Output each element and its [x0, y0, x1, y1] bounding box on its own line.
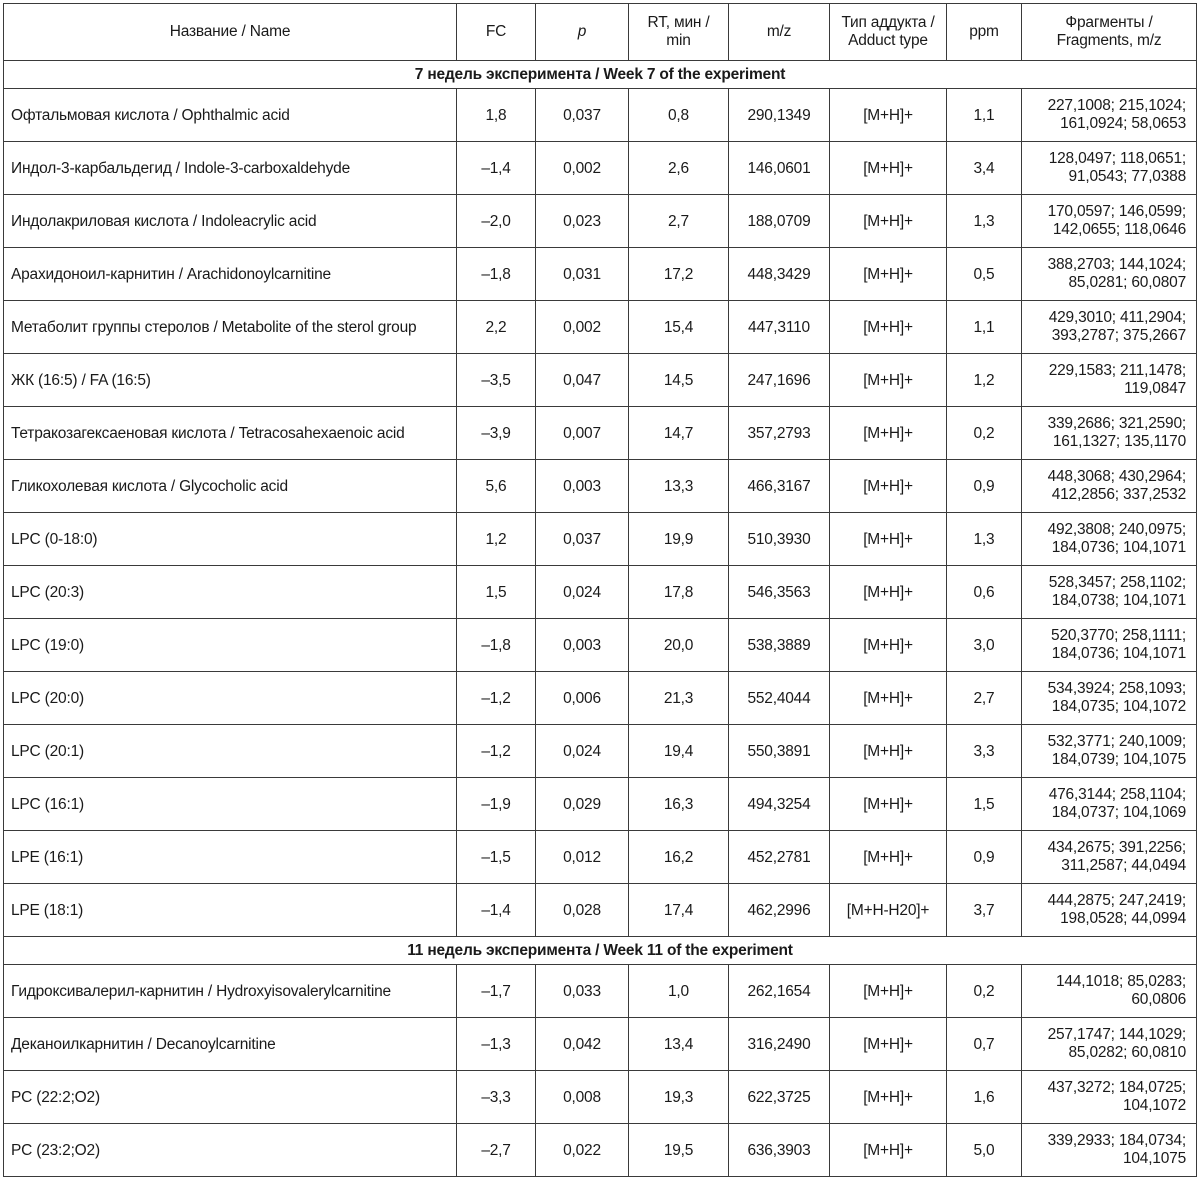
cell-fragments	[1022, 142, 1197, 195]
cell-mz: 146,0601	[729, 142, 830, 195]
fragments-line2: 184,0735; 104,1072	[1051, 698, 1186, 715]
cell-name: LPC (19:0)	[4, 619, 457, 672]
cell-fc: –3,3	[457, 1071, 536, 1124]
cell-retention-time: 15,4	[629, 301, 729, 354]
cell-fc: –1,8	[457, 619, 536, 672]
cell-p-value: 0,007	[536, 407, 629, 460]
table-row	[4, 407, 1197, 460]
cell-fragments	[1022, 1071, 1197, 1124]
fragments-line2: 198,0528; 44,0994	[1060, 910, 1186, 927]
table-row	[4, 301, 1197, 354]
cell-fragments	[1022, 831, 1197, 884]
cell-ppm: 0,2	[947, 965, 1022, 1018]
fragments-line1: 492,3808; 240,0975;	[1047, 521, 1186, 538]
fragments-line2: 393,2787; 375,2667	[1051, 327, 1186, 344]
cell-name: ЖК (16:5) / FA (16:5)	[4, 354, 457, 407]
cell-mz: 290,1349	[729, 89, 830, 142]
cell-retention-time: 1,0	[629, 965, 729, 1018]
cell-adduct-type: [M+H]+	[830, 407, 947, 460]
cell-fc: –3,5	[457, 354, 536, 407]
cell-fragments	[1022, 195, 1197, 248]
cell-retention-time: 14,7	[629, 407, 729, 460]
cell-p-value: 0,023	[536, 195, 629, 248]
fragments-line1: 128,0497; 118,0651;	[1048, 150, 1186, 167]
cell-name: PC (22:2;O2)	[4, 1071, 457, 1124]
cell-adduct-type: [M+H]+	[830, 354, 947, 407]
cell-fragments	[1022, 354, 1197, 407]
fragments-line2: 161,0924; 58,0653	[1060, 115, 1186, 132]
cell-mz: 247,1696	[729, 354, 830, 407]
cell-retention-time: 19,4	[629, 725, 729, 778]
cell-adduct-type: [M+H]+	[830, 142, 947, 195]
cell-mz: 452,2781	[729, 831, 830, 884]
cell-retention-time: 17,4	[629, 884, 729, 937]
fragments-line1: 170,0597; 146,0599;	[1047, 203, 1186, 220]
cell-retention-time: 16,3	[629, 778, 729, 831]
fragments-line1: 144,1018; 85,0283;	[1056, 973, 1186, 990]
cell-p-value: 0,024	[536, 725, 629, 778]
table-row	[4, 1071, 1197, 1124]
cell-mz: 494,3254	[729, 778, 830, 831]
cell-mz: 316,2490	[729, 1018, 830, 1071]
cell-adduct-type: [M+H-H20]+	[830, 884, 947, 937]
table-row	[4, 831, 1197, 884]
table-row	[4, 778, 1197, 831]
cell-adduct-type: [M+H]+	[830, 725, 947, 778]
cell-fragments	[1022, 884, 1197, 937]
table-row	[4, 1124, 1197, 1177]
fragments-line1: 520,3770; 258,1111;	[1051, 627, 1186, 644]
cell-fragments	[1022, 407, 1197, 460]
cell-retention-time: 17,2	[629, 248, 729, 301]
header-fragments-line2: Fragments, m/z	[1056, 32, 1162, 49]
cell-fragments	[1022, 672, 1197, 725]
fragments-line2: 184,0736; 104,1071	[1051, 645, 1186, 662]
cell-adduct-type: [M+H]+	[830, 1071, 947, 1124]
cell-ppm: 1,1	[947, 301, 1022, 354]
cell-adduct-type: [M+H]+	[830, 566, 947, 619]
cell-mz: 622,3725	[729, 1071, 830, 1124]
table-row	[4, 142, 1197, 195]
table-row	[4, 725, 1197, 778]
cell-fc: –2,0	[457, 195, 536, 248]
fragments-line2: 184,0739; 104,1075	[1051, 751, 1186, 768]
cell-mz: 357,2793	[729, 407, 830, 460]
fragments-line2: 60,0806	[1131, 991, 1186, 1008]
cell-ppm: 0,7	[947, 1018, 1022, 1071]
cell-mz: 448,3429	[729, 248, 830, 301]
table-row	[4, 1018, 1197, 1071]
cell-fragments	[1022, 1018, 1197, 1071]
fragments-line1: 528,3457; 258,1102;	[1048, 574, 1186, 591]
fragments-line2: 184,0738; 104,1071	[1051, 592, 1186, 609]
document-page	[3, 3, 1197, 1177]
cell-p-value: 0,003	[536, 619, 629, 672]
cell-mz: 462,2996	[729, 884, 830, 937]
cell-name: Арахидоноил-карнитин / Arachidonoylcarnitine	[4, 248, 457, 301]
cell-fragments	[1022, 1124, 1197, 1177]
fragments-line1: 257,1747; 144,1029;	[1047, 1026, 1186, 1043]
cell-mz: 510,3930	[729, 513, 830, 566]
cell-name: PC (23:2;O2)	[4, 1124, 457, 1177]
table-header-row	[4, 4, 1197, 61]
header-name: Название / Name	[4, 4, 457, 61]
cell-adduct-type: [M+H]+	[830, 672, 947, 725]
cell-ppm: 0,5	[947, 248, 1022, 301]
fragments-line2: 412,2856; 337,2532	[1051, 486, 1186, 503]
fragments-line1: 434,2675; 391,2256;	[1047, 839, 1186, 856]
cell-adduct-type: [M+H]+	[830, 619, 947, 672]
cell-name: LPC (0-18:0)	[4, 513, 457, 566]
cell-name: Гликохолевая кислота / Glycocholic acid	[4, 460, 457, 513]
cell-name: Гидроксивалерил-карнитин / Hydroxyisovalerylcarnitine	[4, 965, 457, 1018]
cell-fragments	[1022, 778, 1197, 831]
cell-ppm: 0,9	[947, 831, 1022, 884]
fragments-line2: 85,0282; 60,0810	[1068, 1044, 1186, 1061]
cell-fc: 5,6	[457, 460, 536, 513]
header-fragments-line1: Фрагменты /	[1065, 14, 1153, 31]
cell-ppm: 3,4	[947, 142, 1022, 195]
cell-fc: –1,5	[457, 831, 536, 884]
cell-p-value: 0,028	[536, 884, 629, 937]
table-row	[4, 619, 1197, 672]
table-row	[4, 513, 1197, 566]
cell-adduct-type: [M+H]+	[830, 460, 947, 513]
cell-ppm: 1,2	[947, 354, 1022, 407]
table-row	[4, 248, 1197, 301]
cell-name: LPE (18:1)	[4, 884, 457, 937]
cell-retention-time: 20,0	[629, 619, 729, 672]
cell-p-value: 0,031	[536, 248, 629, 301]
cell-name: Тетракозагексаеновая кислота / Tetracosahexaenoic acid	[4, 407, 457, 460]
header-adduct-line1: Тип аддукта /	[841, 14, 935, 31]
cell-ppm: 1,5	[947, 778, 1022, 831]
cell-adduct-type: [M+H]+	[830, 778, 947, 831]
section-title: 11 недель эксперимента / Week 11 of the experiment	[4, 937, 1197, 965]
cell-name: Индолакриловая кислота / Indoleacrylic acid	[4, 195, 457, 248]
cell-fc: 2,2	[457, 301, 536, 354]
cell-fc: –1,2	[457, 672, 536, 725]
fragments-line1: 444,2875; 247,2419;	[1047, 892, 1186, 909]
cell-p-value: 0,024	[536, 566, 629, 619]
cell-retention-time: 19,5	[629, 1124, 729, 1177]
cell-fc: –3,9	[457, 407, 536, 460]
cell-fc: –1,4	[457, 884, 536, 937]
header-ppm: ppm	[947, 4, 1022, 61]
section-title: 7 недель эксперимента / Week 7 of the experiment	[4, 61, 1197, 89]
cell-retention-time: 17,8	[629, 566, 729, 619]
cell-p-value: 0,006	[536, 672, 629, 725]
cell-name: Индол-3-карбальдегид / Indole-3-carboxaldehyde	[4, 142, 457, 195]
cell-name: LPC (20:3)	[4, 566, 457, 619]
cell-fc: 1,8	[457, 89, 536, 142]
cell-retention-time: 13,3	[629, 460, 729, 513]
cell-p-value: 0,012	[536, 831, 629, 884]
fragments-line2: 104,1072	[1122, 1097, 1186, 1114]
cell-fc: –1,2	[457, 725, 536, 778]
cell-ppm: 1,3	[947, 195, 1022, 248]
cell-adduct-type: [M+H]+	[830, 965, 947, 1018]
cell-fragments	[1022, 725, 1197, 778]
cell-ppm: 5,0	[947, 1124, 1022, 1177]
cell-fc: –1,7	[457, 965, 536, 1018]
fragments-line2: 91,0543; 77,0388	[1068, 168, 1186, 185]
cell-fragments	[1022, 248, 1197, 301]
header-fc: FC	[457, 4, 536, 61]
cell-name: Деканоилкарнитин / Decanoylcarnitine	[4, 1018, 457, 1071]
cell-ppm: 3,3	[947, 725, 1022, 778]
cell-adduct-type: [M+H]+	[830, 513, 947, 566]
fragments-line1: 388,2703; 144,1024;	[1047, 256, 1186, 273]
cell-mz: 552,4044	[729, 672, 830, 725]
cell-adduct-type: [M+H]+	[830, 248, 947, 301]
cell-fc: –1,4	[457, 142, 536, 195]
fragments-line1: 534,3924; 258,1093;	[1047, 680, 1186, 697]
fragments-line1: 448,3068; 430,2964;	[1047, 468, 1186, 485]
cell-retention-time: 14,5	[629, 354, 729, 407]
table-row	[4, 89, 1197, 142]
table-row	[4, 884, 1197, 937]
header-rt: RT, мин / min	[629, 4, 729, 61]
table-row	[4, 195, 1197, 248]
cell-fc: –1,9	[457, 778, 536, 831]
cell-p-value: 0,003	[536, 460, 629, 513]
cell-mz: 262,1654	[729, 965, 830, 1018]
cell-retention-time: 19,9	[629, 513, 729, 566]
cell-p-value: 0,047	[536, 354, 629, 407]
cell-fragments	[1022, 89, 1197, 142]
header-adduct	[830, 4, 947, 61]
fragments-line1: 339,2686; 321,2590;	[1047, 415, 1186, 432]
fragments-line2: 85,0281; 60,0807	[1068, 274, 1186, 291]
table-body	[4, 61, 1197, 1177]
header-mz: m/z	[729, 4, 830, 61]
fragments-line1: 227,1008; 215,1024;	[1047, 97, 1186, 114]
cell-mz: 636,3903	[729, 1124, 830, 1177]
cell-p-value: 0,022	[536, 1124, 629, 1177]
cell-ppm: 1,6	[947, 1071, 1022, 1124]
fragments-line2: 184,0736; 104,1071	[1051, 539, 1186, 556]
cell-ppm: 3,7	[947, 884, 1022, 937]
cell-fragments	[1022, 460, 1197, 513]
table-row	[4, 672, 1197, 725]
table-row	[4, 965, 1197, 1018]
fragments-line1: 339,2933; 184,0734;	[1047, 1132, 1186, 1149]
cell-retention-time: 2,6	[629, 142, 729, 195]
cell-p-value: 0,002	[536, 301, 629, 354]
header-p: p	[536, 4, 629, 61]
fragments-line2: 104,1075	[1122, 1150, 1186, 1167]
fragments-line2: 311,2587; 44,0494	[1061, 857, 1186, 874]
cell-mz: 466,3167	[729, 460, 830, 513]
header-fragments	[1022, 4, 1197, 61]
cell-retention-time: 2,7	[629, 195, 729, 248]
cell-adduct-type: [M+H]+	[830, 831, 947, 884]
header-adduct-line2: Adduct type	[848, 32, 928, 49]
cell-fc: 1,2	[457, 513, 536, 566]
cell-mz: 188,0709	[729, 195, 830, 248]
cell-p-value: 0,033	[536, 965, 629, 1018]
cell-adduct-type: [M+H]+	[830, 1124, 947, 1177]
cell-mz: 447,3110	[729, 301, 830, 354]
cell-adduct-type: [M+H]+	[830, 89, 947, 142]
section-row	[4, 937, 1197, 965]
cell-ppm: 3,0	[947, 619, 1022, 672]
cell-name: Метаболит группы стеролов / Metabolite of the sterol group	[4, 301, 457, 354]
fragments-line1: 229,1583; 211,1478;	[1048, 362, 1186, 379]
cell-p-value: 0,037	[536, 89, 629, 142]
cell-mz: 538,3889	[729, 619, 830, 672]
metabolites-table	[3, 3, 1197, 1177]
cell-fragments	[1022, 965, 1197, 1018]
cell-name: Офтальмовая кислота / Ophthalmic acid	[4, 89, 457, 142]
cell-p-value: 0,029	[536, 778, 629, 831]
cell-retention-time: 0,8	[629, 89, 729, 142]
cell-fc: –2,7	[457, 1124, 536, 1177]
table-row	[4, 354, 1197, 407]
cell-p-value: 0,037	[536, 513, 629, 566]
cell-adduct-type: [M+H]+	[830, 195, 947, 248]
fragments-line2: 184,0737; 104,1069	[1051, 804, 1186, 821]
cell-fragments	[1022, 566, 1197, 619]
fragments-line1: 429,3010; 411,2904;	[1048, 309, 1186, 326]
cell-fragments	[1022, 513, 1197, 566]
table-row	[4, 566, 1197, 619]
cell-p-value: 0,042	[536, 1018, 629, 1071]
cell-retention-time: 19,3	[629, 1071, 729, 1124]
cell-mz: 546,3563	[729, 566, 830, 619]
cell-fragments	[1022, 301, 1197, 354]
cell-name: LPE (16:1)	[4, 831, 457, 884]
cell-fc: –1,3	[457, 1018, 536, 1071]
cell-adduct-type: [M+H]+	[830, 1018, 947, 1071]
cell-name: LPC (16:1)	[4, 778, 457, 831]
cell-ppm: 2,7	[947, 672, 1022, 725]
cell-retention-time: 21,3	[629, 672, 729, 725]
cell-ppm: 0,9	[947, 460, 1022, 513]
fragments-line2: 161,1327; 135,1170	[1052, 433, 1186, 450]
cell-adduct-type: [M+H]+	[830, 301, 947, 354]
cell-retention-time: 16,2	[629, 831, 729, 884]
cell-fc: 1,5	[457, 566, 536, 619]
cell-fragments	[1022, 619, 1197, 672]
cell-mz: 550,3891	[729, 725, 830, 778]
cell-fc: –1,8	[457, 248, 536, 301]
cell-ppm: 1,3	[947, 513, 1022, 566]
cell-p-value: 0,008	[536, 1071, 629, 1124]
fragments-line2: 142,0655; 118,0646	[1052, 221, 1186, 238]
table-row	[4, 460, 1197, 513]
cell-name: LPC (20:1)	[4, 725, 457, 778]
cell-ppm: 1,1	[947, 89, 1022, 142]
cell-ppm: 0,2	[947, 407, 1022, 460]
cell-ppm: 0,6	[947, 566, 1022, 619]
cell-retention-time: 13,4	[629, 1018, 729, 1071]
fragments-line1: 437,3272; 184,0725;	[1047, 1079, 1186, 1096]
cell-p-value: 0,002	[536, 142, 629, 195]
fragments-line2: 119,0847	[1124, 380, 1186, 397]
cell-name: LPC (20:0)	[4, 672, 457, 725]
section-row	[4, 61, 1197, 89]
fragments-line1: 476,3144; 258,1104;	[1048, 786, 1186, 803]
fragments-line1: 532,3771; 240,1009;	[1047, 733, 1186, 750]
